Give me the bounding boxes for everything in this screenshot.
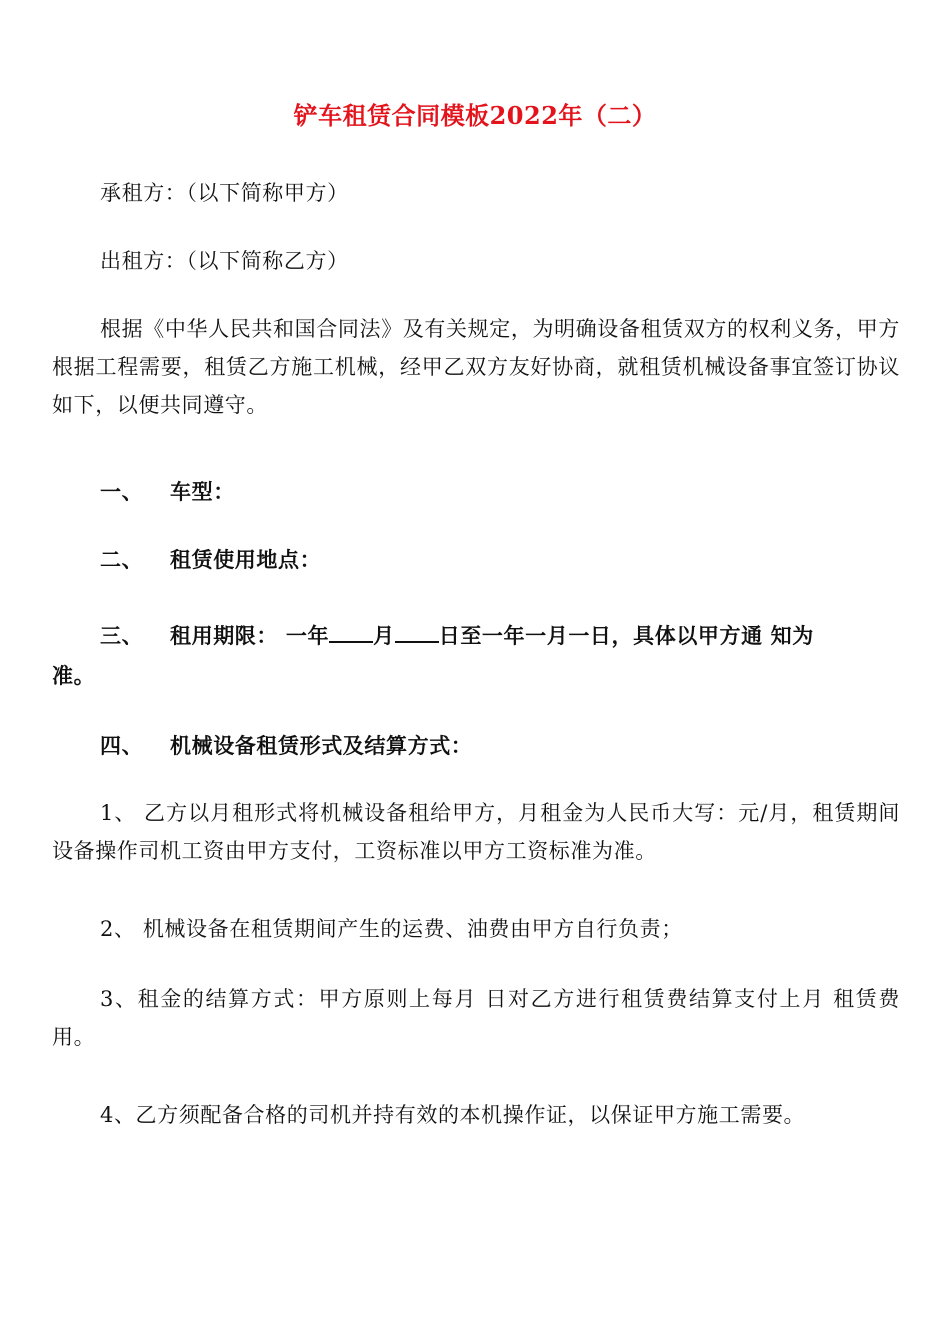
section-2-text: 租赁使用地点： (170, 547, 322, 572)
clause-1: 1、 乙方以月租形式将机械设备租给甲方，月租金为人民币大写：元/月，租赁期间设备操作司机工资由甲方支付，工资标准以甲方工资标准为准。 (52, 801, 900, 863)
document-title: 铲车租赁合同模板2022年（二） (293, 101, 657, 130)
section-2-number: 二、 (100, 547, 144, 572)
section-2 (100, 544, 321, 574)
section-1-number: 一、 (100, 479, 144, 504)
section-1-text: 车型： (170, 479, 235, 504)
section-3-text-b: 月 (373, 623, 395, 648)
section-3-continuation: 准。 (52, 663, 96, 688)
month-blank (329, 621, 373, 643)
day-blank (395, 621, 439, 643)
section-4-text: 机械设备租赁形式及结算方式： (170, 733, 473, 758)
clause-2: 2、 机械设备在租赁期间产生的运费、油费由甲方自行负责； (100, 917, 683, 941)
section-3-number: 三、 (100, 623, 144, 648)
clause-4: 4、乙方须配备合格的司机并持有效的本机操作证，以保证甲方施工需要。 (100, 1103, 806, 1127)
clause-3: 3、租金的结算方式：甲方原则上每月 日对乙方进行租赁费结算支付上月 租赁费用。 (52, 987, 900, 1049)
preamble-paragraph: 根据《中华人民共和国合同法》及有关规定，为明确设备租赁双方的权利义务，甲方根据工程需要，租赁乙方施工机械，经甲乙双方友好协商，就租赁机械设备事宜签订协议如下，以便共同遵守。 (52, 317, 900, 417)
section-3 (100, 612, 900, 660)
section-3-text-a: 租用期限： 一年 (170, 623, 330, 648)
section-4 (100, 730, 472, 760)
lessor-line: 出租方：（以下简称乙方） (100, 249, 349, 273)
section-4-number: 四、 (100, 733, 144, 758)
lessee-line: 承租方：（以下简称甲方） (100, 181, 349, 205)
section-1 (100, 476, 235, 506)
section-3-text-c: 日至一年一月一日，具体以甲方通 知为 (438, 623, 814, 648)
